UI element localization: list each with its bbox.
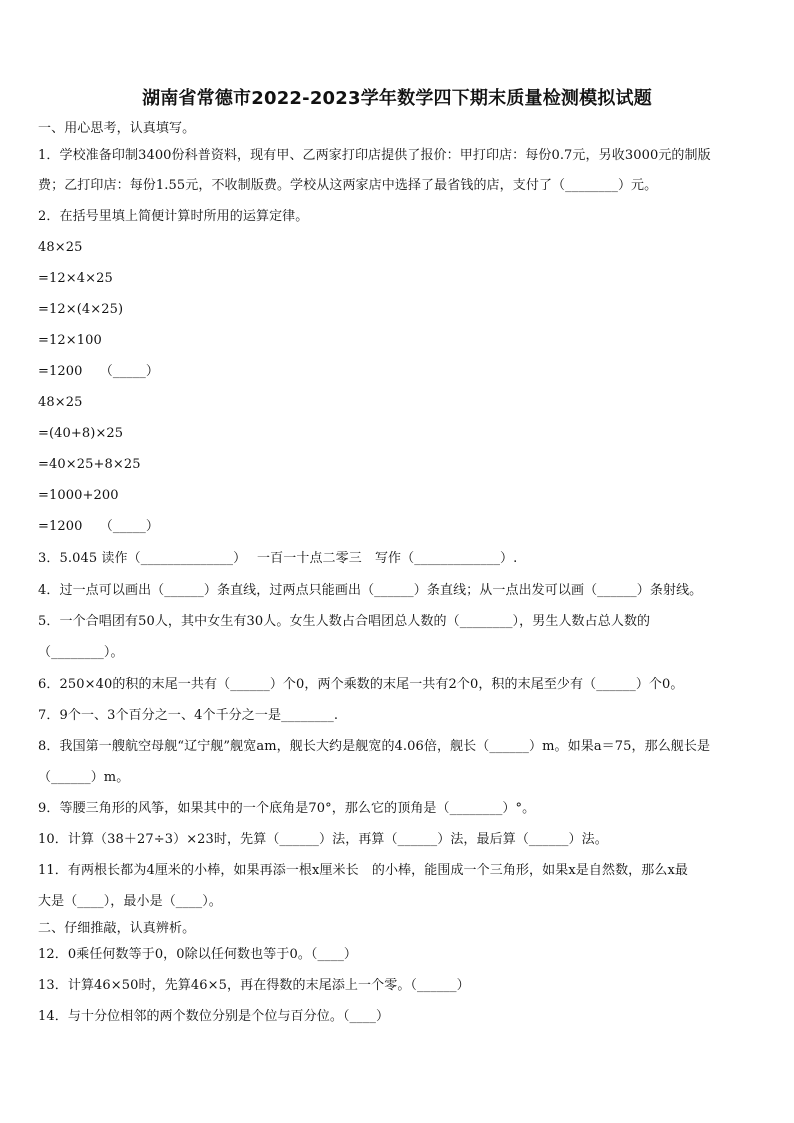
calc-step: =12×4×25 [38,271,113,286]
calc-step-answer: =1200 （_____） [38,519,160,534]
calc-step: =40×25+8×25 [38,457,141,472]
calc-step: 48×25 [38,395,83,410]
question-1-line-1: 1．学校准备印制3400份科普资料，现有甲、乙两家打印店提供了报价：甲打印店：每份0.7元，另收3000元的制版 [38,148,711,163]
question-2-prompt: 2．在括号里填上简便计算时所用的运算定律。 [38,209,309,224]
question-6: 6．250×40的积的末尾一共有（______）个0，两个乘数的末尾一共有2个0，积的末尾至少有（______）个0。 [38,677,684,692]
question-1-line-2: 费；乙打印店：每份1.55元，不收制版费。学校从这两家店中选择了最省钱的店，支付了（________）元。 [38,178,658,193]
question-11-line-1: 11．有两根长都为4厘米的小棒，如果再添一根x厘米长 的小棒，能围成一个三角形，如果x是自然数，那么x最 [38,863,689,878]
calc-step: 48×25 [38,240,83,255]
calc-step: =12×(4×25) [38,302,124,317]
question-7: 7．9个一、3个百分之一、4个千分之一是________. [38,708,339,723]
question-4: 4．过一点可以画出（______）条直线，过两点只能画出（______）条直线；从一点出发可以画（______）条射线。 [38,583,703,598]
question-13: 13．计算46×50时，先算46×5，再在得数的末尾添上一个零。（______） [38,978,470,993]
question-5-line-1: 5．一个合唱团有50人，其中女生有30人。女生人数占合唱团总人数的（________），男生人数占总人数的 [38,614,651,629]
calc-step: =1000+200 [38,488,119,503]
calc-step: =12×100 [38,333,102,348]
question-3: 3．5.045 读作（______________） 一百一十点二零三 写作（_____________）. [38,551,518,566]
question-9: 9．等腰三角形的风筝，如果其中的一个底角是70°，那么它的顶角是（________）°。 [38,801,536,816]
question-11-line-2: 大是（____），最小是（____）。 [38,894,222,909]
question-14: 14．与十分位相邻的两个数位分别是个位与百分位。（____） [38,1009,390,1024]
page-title: 湖南省常德市2022-2023学年数学四下期末质量检测模拟试题 [142,88,652,109]
question-8-line-1: 8．我国第一艘航空母舰“辽宁舰”舰宽am，舰长大约是舰宽的4.06倍，舰长（______）m。如果a＝75，那么舰长是 [38,739,711,754]
section-1-heading: 一、用心思考，认真填写。 [38,121,196,136]
calc-step-answer: =1200 （_____） [38,364,160,379]
section-2-heading: 二、仔细推敲，认真辨析。 [38,921,196,936]
question-10: 10．计算（38＋27÷3）×23时，先算（______）法，再算（______）法，最后算（______）法。 [38,832,608,847]
question-5-line-2: （________）。 [38,645,124,660]
calc-step: =(40+8)×25 [38,426,124,441]
question-12: 12．0乘任何数等于0，0除以任何数也等于0。（____） [38,947,358,962]
question-8-line-2: （______）m。 [38,770,130,785]
